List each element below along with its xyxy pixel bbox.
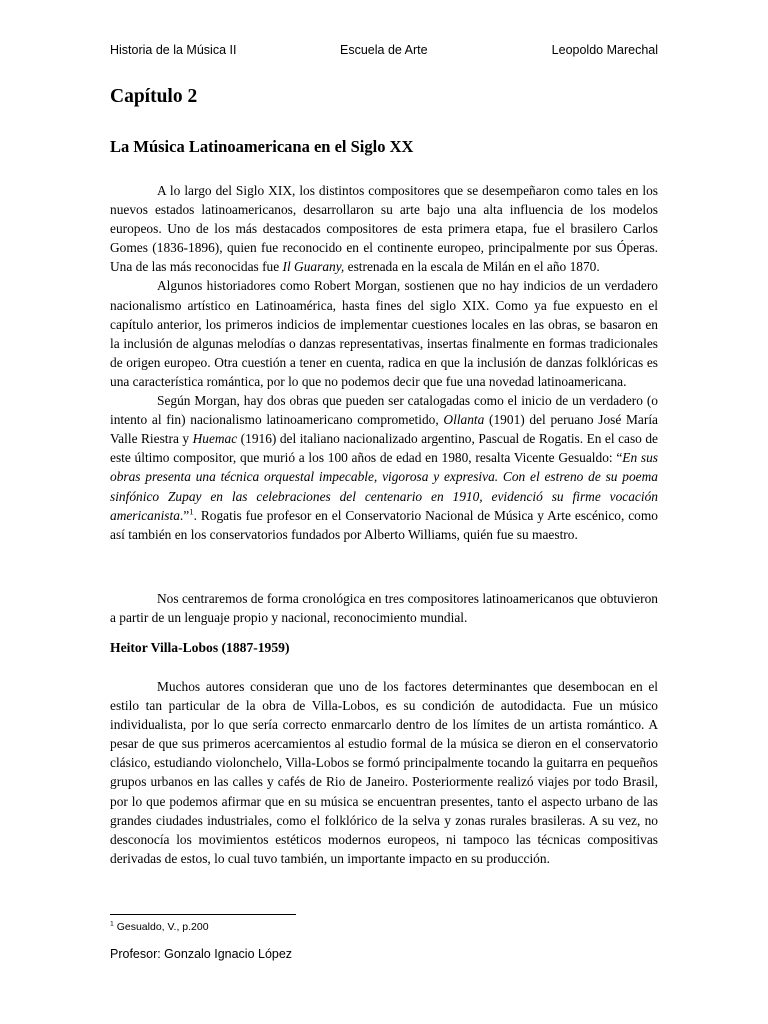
gesualdo-quote: En sus obras presenta una técnica orquestal impecable, vigorosa y expresiva. Con el estreno de su poema sinfónico Zupay en las celebraciones del centenario en 1910, evidenció su firme vocación americanista: [110, 450, 659, 523]
transition-body: [110, 589, 658, 627]
chapter-title: La Música Latinoamericana en el Siglo XX: [110, 137, 414, 156]
footnote: $^1$ Gesualdo, V., p.200: [110, 920, 209, 933]
chapter-heading: Capítulo 2: [110, 86, 198, 107]
footer-professor: Profesor: Gonzalo Ignacio López: [110, 947, 293, 961]
paragraph-2: Algunos historiadores como Robert Morgan, sostienen que no hay indicios de un verdadero nacionalismo artístico en Latinoamérica, hasta fines del siglo XIX. Como ya fue expuesto en el capítulo anterior, los primeros indicios de implementar cuestiones locales en las obras, se basaron en la inclusión de algunas melodías o danzas representativas, insertas finalmente en formas tradicionales de origen europeo. Otra cuestión a tener en cuenta, radica en que la inclusión de danzas folklóricas es una característica romántica, por lo que no podemos decir que fue una novedad latinoamericana.: [110, 278, 658, 389]
intro-body: [110, 181, 658, 544]
section-heading: Heitor Villa-Lobos (1887-1959): [110, 640, 290, 655]
header-school: Escuela de Arte: [340, 43, 428, 57]
footnote-ref: 1: [189, 506, 194, 517]
paragraph-5: Muchos autores consideran que uno de los factores determinantes que desembocan en el estilo tan particular de la obra de Villa-Lobos, es su condición de autodidacta. Fue un músico individualista, por lo que sería correcto enmarcarlo dentro de los límites de un artista romántico. A pesar de que sus primeros acercamientos al estudio formal de la música se dieron en el conservatorio clásico, estudiando violonchelo, Villa-Lobos se formó principalmente tocando la guitarra en pequeños grupos urbanos en las calles y cafés de Rio de Janeiro. Posteriormente realizó viajes por todo Brasil, por lo que podemos afirmar que en su música se encuentran presentes, tanto el aspecto urbano de las grandes ciudades industriales, como el folklórico de la selva y zonas rurales brasileras. A su vez, no desconocía los movimientos estéticos modernos europeos, ni tampoco las técnicas compositivas derivadas de estos, lo cual tuvo también, un importante impacto en su producción.: [110, 679, 658, 866]
footnote-separator: [110, 914, 296, 915]
paragraph-4: Nos centraremos de forma cronológica en tres compositores latinoamericanos que obtuvieron a partir de un lenguaje propio y nacional, reconocimiento mundial.: [110, 591, 658, 626]
paragraph-1: A lo largo del Siglo XIX, los distintos compositores que se desempeñaron como tales en los nuevos estados latinoamericanos, desarrollaron su arte bajo una alta influencia de los modelos europeos. Uno de los más destacados compositores de esta primera etapa, fue el brasilero Carlos Gomes (1836-1896), quien fue reconocido en el continente europeo, principalmente por sus Óperas. Una de las más reconocidas fue Il Guarany, estrenada en la escala de Milán en el año 1870.: [110, 183, 658, 275]
paragraph-3: Según Morgan, hay dos obras que pueden ser catalogadas como el inicio de un verdadero (o intento al fin) nacionalismo latinoamericano comprometido, Ollanta (1901) del peruano José María Valle Riestra y Huemac (1916) del italiano nacionalizado argentino, Pascual de Rogatis. En el caso de este último compositor, que murió a los 100 años de edad en 1980, resalta Vicente Gesualdo: “En sus obras presenta una técnica orquestal impecable, vigorosa y expresiva. Con el estreno de su poema sinfónico Zupay en las celebraciones del centenario en 1910, evidenció su firme vocación americanista.”$^1$. Rogatis fue profesor en el Conservatorio Nacional de Música y Arte escénico, como así también en los conservatorios fundados por Alberto Williams, quién fue su maestro.: [110, 393, 659, 542]
header-course: Historia de la Música II: [110, 43, 237, 57]
section-body: [110, 677, 658, 868]
header-institution: Leopoldo Marechal: [551, 43, 658, 57]
